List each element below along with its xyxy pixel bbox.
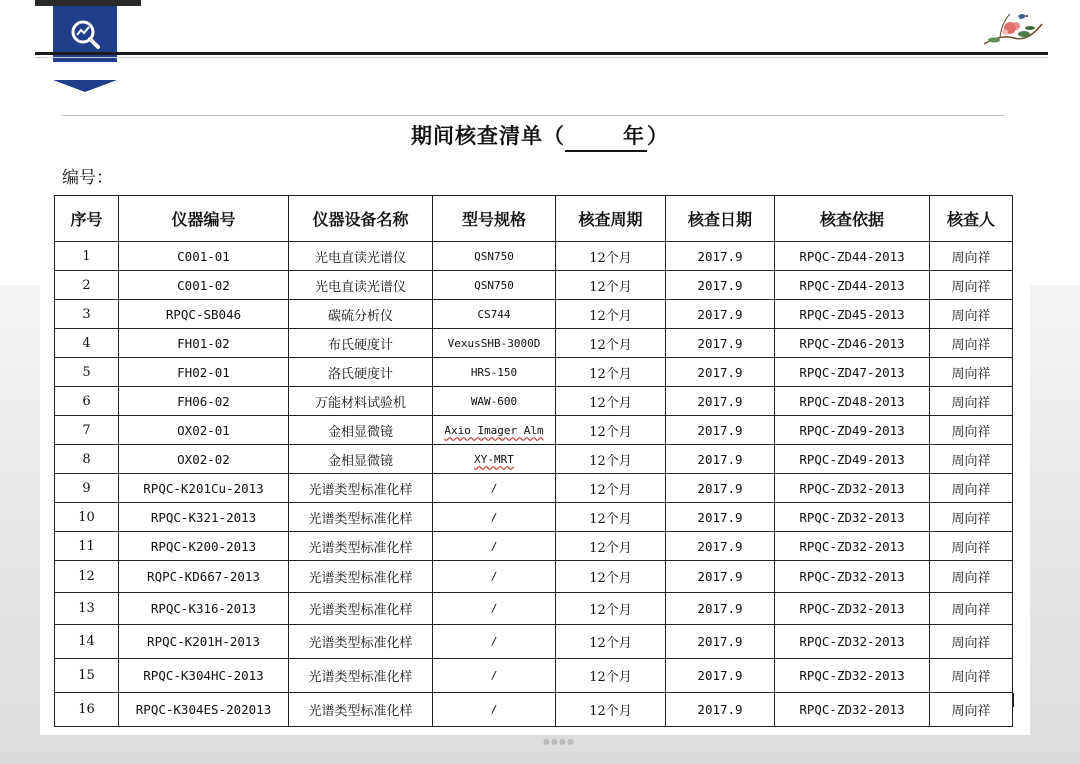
cell-model-text: / (490, 481, 498, 495)
cell-instrument-name (289, 693, 433, 727)
cell-date (666, 474, 775, 503)
cell-index (55, 561, 119, 593)
cell-cycle (556, 561, 666, 593)
cell-model (433, 387, 556, 416)
cell-basis-text: RPQC-ZD32-2013 (799, 538, 905, 554)
cell-basis (775, 387, 930, 416)
cell-instrument-id-text: RPQC-K321-2013 (150, 509, 257, 525)
column-header: 核查依据 (775, 196, 930, 242)
cell-instrument-id (119, 474, 289, 503)
cell-index-text: 11 (78, 538, 95, 554)
cell-cycle (556, 625, 666, 659)
cell-index (55, 659, 119, 693)
cell-instrument-id (119, 625, 289, 659)
cell-index (55, 693, 119, 727)
cell-index-text: 14 (78, 634, 95, 649)
cell-basis-text: RPQC-ZD48-2013 (799, 393, 905, 409)
cell-date-text: 2017.9 (697, 601, 743, 616)
cell-instrument-id-text: FH02-01 (177, 364, 230, 380)
cell-cycle (556, 300, 666, 329)
cell-instrument-id-text: RPQC-K201H-2013 (147, 634, 260, 649)
cell-basis-text: RPQC-ZD32-2013 (799, 634, 905, 649)
cell-instrument-id (119, 329, 289, 358)
cell-date (666, 387, 775, 416)
cell-model (433, 271, 556, 300)
cell-cycle-text: 12个月 (589, 636, 632, 651)
cell-cycle-text: 12个月 (589, 250, 632, 266)
cell-inspector-text: 周向祥 (951, 250, 991, 266)
cell-cycle-text: 12个月 (589, 395, 632, 411)
cell-inspector-text: 周向祥 (951, 337, 991, 353)
cell-index-text: 12 (78, 569, 95, 584)
cell-basis-text: RPQC-ZD32-2013 (799, 509, 905, 525)
cell-date-text: 2017.9 (697, 451, 743, 467)
cell-date (666, 358, 775, 387)
cell-date-text: 2017.9 (697, 480, 743, 496)
cell-basis (775, 242, 930, 271)
cell-model (433, 532, 556, 561)
cell-cycle-text: 12个月 (589, 453, 632, 469)
cell-basis (775, 358, 930, 387)
cell-basis-text: RPQC-ZD44-2013 (799, 277, 905, 293)
cell-index-text: 2 (82, 277, 91, 293)
header-thin-rule (35, 57, 1048, 58)
cell-model (433, 693, 556, 727)
document-top-rule (62, 115, 1004, 116)
cell-inspector-text: 周向祥 (951, 366, 991, 382)
cell-inspector-text: 周向祥 (951, 482, 991, 498)
cell-index (55, 445, 119, 474)
cell-cycle (556, 329, 666, 358)
table-row (55, 561, 1013, 593)
cell-instrument-name-text: 光谱类型标准化样 (308, 540, 413, 556)
cell-date-text: 2017.9 (697, 538, 743, 554)
cell-inspector (930, 300, 1013, 329)
cell-basis (775, 445, 930, 474)
cell-cycle (556, 387, 666, 416)
cell-date-text: 2017.9 (697, 634, 743, 649)
cell-inspector-text: 周向祥 (951, 571, 991, 586)
cell-model-text: XY-MRT (474, 452, 514, 466)
cell-inspector-text: 周向祥 (951, 279, 991, 295)
cell-instrument-id (119, 271, 289, 300)
cell-index-text: 8 (82, 451, 91, 467)
table-row (55, 242, 1013, 271)
cell-date (666, 625, 775, 659)
cell-index (55, 532, 119, 561)
table-row (55, 358, 1013, 387)
cell-inspector-text: 周向祥 (951, 670, 991, 685)
table-row (55, 593, 1013, 625)
column-header: 核查周期 (556, 196, 666, 242)
cell-model (433, 561, 556, 593)
cell-instrument-id (119, 445, 289, 474)
cell-inspector (930, 659, 1013, 693)
table-row (55, 659, 1013, 693)
cell-model-text: / (490, 669, 498, 682)
cell-date-text: 2017.9 (697, 306, 743, 322)
column-header: 仪器编号 (119, 196, 289, 242)
cell-index (55, 242, 119, 271)
cell-cycle (556, 445, 666, 474)
cell-inspector (930, 416, 1013, 445)
cell-model (433, 593, 556, 625)
cell-index (55, 329, 119, 358)
cell-index-text: 13 (78, 601, 95, 616)
column-header: 核查人 (930, 196, 1013, 242)
cell-date (666, 329, 775, 358)
cell-basis (775, 532, 930, 561)
cell-instrument-name-text: 光电直读光谱仪 (314, 250, 406, 266)
table-row (55, 300, 1013, 329)
table-row (55, 416, 1013, 445)
cell-basis (775, 329, 930, 358)
cell-index (55, 503, 119, 532)
cell-index (55, 271, 119, 300)
table-row (55, 503, 1013, 532)
cell-cycle-text: 12个月 (589, 482, 632, 498)
cell-basis-text: RPQC-ZD32-2013 (799, 480, 905, 496)
cell-inspector (930, 532, 1013, 561)
cell-index-text: 5 (82, 364, 91, 380)
cell-instrument-id-text: RPQC-K304ES-202013 (135, 702, 272, 717)
cell-cycle-text: 12个月 (589, 279, 632, 295)
cell-date (666, 242, 775, 271)
cell-model (433, 445, 556, 474)
cell-instrument-id (119, 693, 289, 727)
column-header: 序号 (55, 196, 119, 242)
cell-date-text: 2017.9 (697, 422, 743, 438)
cell-model (433, 358, 556, 387)
cell-instrument-name (289, 445, 433, 474)
cell-cycle (556, 474, 666, 503)
cell-inspector-text: 周向祥 (951, 540, 991, 556)
cell-instrument-id-text: RPQC-K201Cu-2013 (143, 480, 264, 496)
cell-basis-text: RPQC-ZD47-2013 (799, 364, 905, 380)
cell-instrument-name-text: 光谱类型标准化样 (308, 636, 413, 651)
cell-instrument-id (119, 300, 289, 329)
cell-model-text: / (490, 510, 498, 524)
cell-date (666, 503, 775, 532)
cell-index (55, 593, 119, 625)
cell-inspector-text: 周向祥 (951, 511, 991, 527)
cell-date-text: 2017.9 (697, 277, 743, 293)
cell-instrument-name-text: 碳硫分析仪 (327, 308, 393, 324)
cell-instrument-id-text: FH06-02 (177, 393, 230, 409)
cell-index (55, 300, 119, 329)
cell-instrument-id-text: RQPC-KD667-2013 (147, 569, 260, 584)
header-rule (35, 52, 1048, 55)
cell-inspector-text: 周向祥 (951, 424, 991, 440)
cell-inspector (930, 329, 1013, 358)
cell-instrument-name (289, 659, 433, 693)
cell-inspector (930, 387, 1013, 416)
cell-cycle (556, 271, 666, 300)
cell-instrument-id-text: C001-01 (177, 248, 230, 264)
cell-basis-text: RPQC-ZD44-2013 (799, 248, 905, 264)
cell-model-text: / (490, 602, 498, 615)
cell-date-text: 2017.9 (697, 668, 743, 683)
cell-cycle (556, 358, 666, 387)
cell-instrument-id-text: OX02-02 (177, 451, 230, 467)
cell-instrument-id (119, 387, 289, 416)
cell-inspector-text: 周向祥 (951, 603, 991, 618)
cell-date (666, 659, 775, 693)
cell-cycle-text: 12个月 (589, 308, 632, 324)
cell-basis (775, 503, 930, 532)
cell-date-text: 2017.9 (697, 364, 743, 380)
cell-instrument-name-text: 光谱类型标准化样 (308, 482, 413, 498)
cell-date-text: 2017.9 (697, 569, 743, 584)
cell-instrument-name-text: 布氏硬度计 (327, 337, 393, 353)
cell-cycle (556, 693, 666, 727)
title-year-suffix: 年 (623, 123, 645, 148)
cell-model (433, 300, 556, 329)
cell-model (433, 416, 556, 445)
cell-basis (775, 561, 930, 593)
cell-cycle-text: 12个月 (589, 511, 632, 527)
cell-inspector (930, 693, 1013, 727)
cell-index (55, 387, 119, 416)
cell-instrument-name (289, 271, 433, 300)
cell-instrument-name-text: 光谱类型标准化样 (308, 511, 413, 527)
table-header-row (55, 196, 1013, 242)
cell-inspector-text: 周向祥 (951, 636, 991, 651)
cell-model-text: / (490, 570, 498, 583)
cell-cycle-text: 12个月 (589, 424, 632, 440)
cell-index-text: 1 (82, 248, 91, 264)
cell-inspector (930, 593, 1013, 625)
cell-index-text: 3 (82, 306, 91, 322)
cell-basis (775, 271, 930, 300)
year-blank (565, 120, 647, 152)
cell-inspector-text: 周向祥 (951, 704, 991, 719)
cell-instrument-id (119, 503, 289, 532)
cell-index-text: 6 (82, 393, 91, 409)
column-header: 核查日期 (666, 196, 775, 242)
cell-basis (775, 693, 930, 727)
cell-index-text: 7 (82, 422, 91, 438)
cell-inspector (930, 561, 1013, 593)
cell-inspector (930, 242, 1013, 271)
column-header: 型号规格 (433, 196, 556, 242)
logo-pointer (53, 80, 117, 92)
cell-instrument-name-text: 光谱类型标准化样 (308, 670, 413, 685)
magnifier-chart-icon (67, 16, 103, 52)
cell-cycle-text: 12个月 (589, 366, 632, 382)
cell-model (433, 503, 556, 532)
cell-basis-text: RPQC-ZD32-2013 (799, 569, 905, 584)
cell-index (55, 416, 119, 445)
cell-model (433, 242, 556, 271)
page-indicator: ●●●● (543, 737, 575, 746)
cell-instrument-name (289, 474, 433, 503)
cell-instrument-id (119, 593, 289, 625)
cell-instrument-id (119, 358, 289, 387)
cell-instrument-id (119, 561, 289, 593)
cell-instrument-id-text: OX02-01 (177, 422, 230, 438)
column-header: 仪器设备名称 (289, 196, 433, 242)
cell-model-text: HRS-150 (470, 365, 518, 379)
cell-model-text: QSN750 (474, 278, 514, 292)
cell-inspector (930, 625, 1013, 659)
cell-index-text: 15 (78, 668, 95, 683)
cell-inspector (930, 503, 1013, 532)
cell-instrument-id-text: RPQC-K316-2013 (150, 601, 257, 616)
cell-model-text: / (490, 539, 498, 553)
cell-inspector-text: 周向祥 (951, 453, 991, 469)
cell-basis-text: RPQC-ZD49-2013 (799, 422, 905, 438)
cell-basis (775, 416, 930, 445)
cell-model-text: QSN750 (474, 249, 514, 263)
cell-cycle (556, 416, 666, 445)
cell-instrument-name-text: 光谱类型标准化样 (308, 603, 413, 618)
document-title (300, 120, 780, 152)
cell-inspector (930, 445, 1013, 474)
cell-basis (775, 474, 930, 503)
cell-instrument-name-text: 金相显微镜 (327, 453, 393, 469)
cell-cycle (556, 503, 666, 532)
cell-index-text: 10 (78, 509, 95, 525)
cell-instrument-id (119, 242, 289, 271)
cell-cycle-text: 12个月 (589, 603, 632, 618)
cell-cycle-text: 12个月 (589, 337, 632, 353)
table-row (55, 532, 1013, 561)
title-suffix: ） (647, 123, 669, 148)
cell-inspector (930, 358, 1013, 387)
cell-instrument-id-text: RPQC-K200-2013 (150, 538, 257, 554)
cell-date (666, 532, 775, 561)
cell-index-text: 16 (78, 702, 95, 717)
cell-instrument-name (289, 416, 433, 445)
cell-date (666, 300, 775, 329)
cell-basis (775, 625, 930, 659)
edge-mark (1012, 693, 1014, 707)
cell-inspector-text: 周向祥 (951, 308, 991, 324)
cell-date-text: 2017.9 (697, 702, 743, 717)
cell-basis-text: RPQC-ZD32-2013 (799, 668, 905, 683)
cell-model (433, 329, 556, 358)
cell-model (433, 625, 556, 659)
cell-index (55, 625, 119, 659)
cell-cycle-text: 12个月 (589, 540, 632, 556)
cell-instrument-name (289, 561, 433, 593)
cell-index-text: 4 (82, 335, 91, 351)
cell-date (666, 271, 775, 300)
cell-instrument-name (289, 358, 433, 387)
cell-instrument-id (119, 416, 289, 445)
cell-cycle (556, 659, 666, 693)
cell-model-text: CS744 (477, 307, 511, 321)
cell-instrument-name (289, 242, 433, 271)
checklist-table (54, 195, 1013, 727)
cell-instrument-name-text: 光谱类型标准化样 (308, 704, 413, 719)
cell-instrument-name (289, 532, 433, 561)
cell-cycle-text: 12个月 (589, 571, 632, 586)
cell-cycle (556, 532, 666, 561)
cell-basis-text: RPQC-ZD32-2013 (799, 702, 905, 717)
cell-instrument-name-text: 光谱类型标准化样 (308, 571, 413, 586)
cell-instrument-name (289, 329, 433, 358)
cell-instrument-name-text: 万能材料试验机 (314, 395, 406, 411)
cell-cycle (556, 242, 666, 271)
cell-instrument-name (289, 503, 433, 532)
cell-instrument-name (289, 625, 433, 659)
cell-model-text: / (490, 703, 498, 716)
cell-basis-text: RPQC-ZD49-2013 (799, 451, 905, 467)
table-row (55, 271, 1013, 300)
table-row (55, 445, 1013, 474)
cell-index (55, 358, 119, 387)
cell-instrument-name (289, 593, 433, 625)
cell-instrument-name (289, 300, 433, 329)
cell-index-text: 9 (82, 480, 91, 496)
table-row (55, 474, 1013, 503)
cell-model-text: Axio Imager Alm (444, 423, 544, 437)
cell-date (666, 693, 775, 727)
cell-instrument-name-text: 金相显微镜 (327, 424, 393, 440)
cell-instrument-id-text: RPQC-SB046 (165, 306, 242, 322)
cell-cycle-text: 12个月 (589, 704, 632, 719)
table-body (55, 242, 1013, 727)
cell-basis-text: RPQC-ZD46-2013 (799, 335, 905, 351)
title-prefix: 期间核查清单（ (411, 123, 565, 148)
cell-cycle-text: 12个月 (589, 670, 632, 685)
cell-date (666, 561, 775, 593)
cell-basis (775, 659, 930, 693)
cell-instrument-name-text: 洛氏硬度计 (327, 366, 393, 382)
cell-model-text: VexusSHB-3000D (447, 336, 541, 350)
cell-instrument-name (289, 387, 433, 416)
cell-instrument-name-text: 光电直读光谱仪 (314, 279, 406, 295)
cell-inspector (930, 271, 1013, 300)
cell-model (433, 474, 556, 503)
table-row (55, 387, 1013, 416)
cell-inspector-text: 周向祥 (951, 395, 991, 411)
cell-model-text: / (490, 635, 498, 648)
cell-instrument-id-text: RPQC-K304HC-2013 (143, 668, 264, 683)
cell-basis (775, 300, 930, 329)
cell-basis-text: RPQC-ZD32-2013 (799, 601, 905, 616)
cell-model (433, 659, 556, 693)
cell-date-text: 2017.9 (697, 509, 743, 525)
cell-date (666, 445, 775, 474)
cell-date-text: 2017.9 (697, 248, 743, 264)
cell-instrument-id (119, 532, 289, 561)
cell-model-text: WAW-600 (470, 394, 518, 408)
cell-instrument-id-text: FH01-02 (177, 335, 230, 351)
document-number-label: 编号： (62, 168, 113, 188)
cell-index (55, 474, 119, 503)
cell-date-text: 2017.9 (697, 393, 743, 409)
cell-cycle (556, 593, 666, 625)
cell-date (666, 593, 775, 625)
cell-date (666, 416, 775, 445)
cell-basis-text: RPQC-ZD45-2013 (799, 306, 905, 322)
table-row (55, 329, 1013, 358)
cell-date-text: 2017.9 (697, 335, 743, 351)
cell-instrument-id (119, 659, 289, 693)
cell-inspector (930, 474, 1013, 503)
cell-basis (775, 593, 930, 625)
cell-instrument-id-text: C001-02 (177, 277, 230, 293)
table-row (55, 625, 1013, 659)
table-row (55, 693, 1013, 727)
flower-bird-painting (980, 4, 1046, 52)
